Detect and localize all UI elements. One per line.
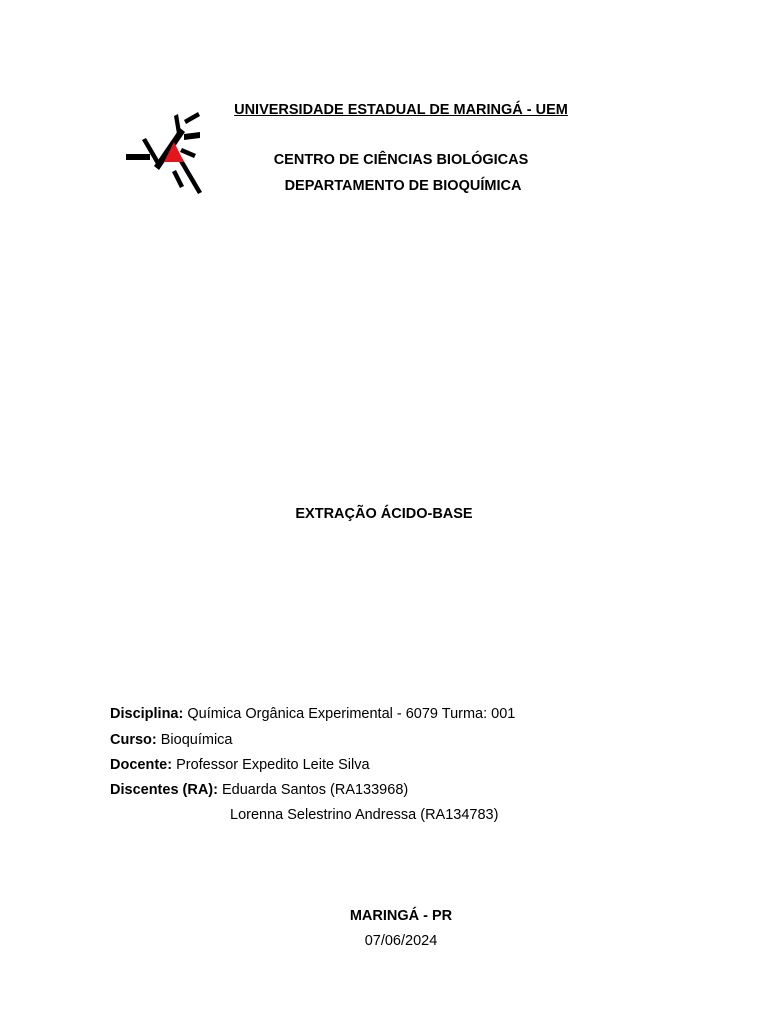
center-name: CENTRO DE CIÊNCIAS BIOLÓGICAS [273,152,529,168]
report-title: EXTRAÇÃO ÁCIDO-BASE [295,506,473,522]
docente-value: Professor Expedito Leite Silva [176,757,370,773]
curso-value: Bioquímica [160,732,233,748]
date: 07/06/2024 [364,933,438,949]
info-discentes [110,782,408,798]
discentes-label: Discentes (RA): [110,782,218,798]
docente-label: Docente: [110,757,173,773]
student-name: Lorenna Selestrino Andressa (RA134783) [230,807,499,823]
curso-label: Curso: [110,732,157,748]
info-disciplina [110,706,515,722]
university-name: UNIVERSIDADE ESTADUAL DE MARINGÁ - UEM [234,102,568,118]
info-curso [110,732,233,748]
disciplina-value: Química Orgânica Experimental - 6079 Turma: 001 [187,706,516,722]
city: MARINGÁ - PR [349,908,453,924]
disciplina-label: Disciplina: [110,706,184,722]
student-name: Eduarda Santos (RA133968) [222,782,409,798]
info-docente [110,757,370,773]
department-name: DEPARTAMENTO DE BIOQUÍMICA [284,178,522,194]
